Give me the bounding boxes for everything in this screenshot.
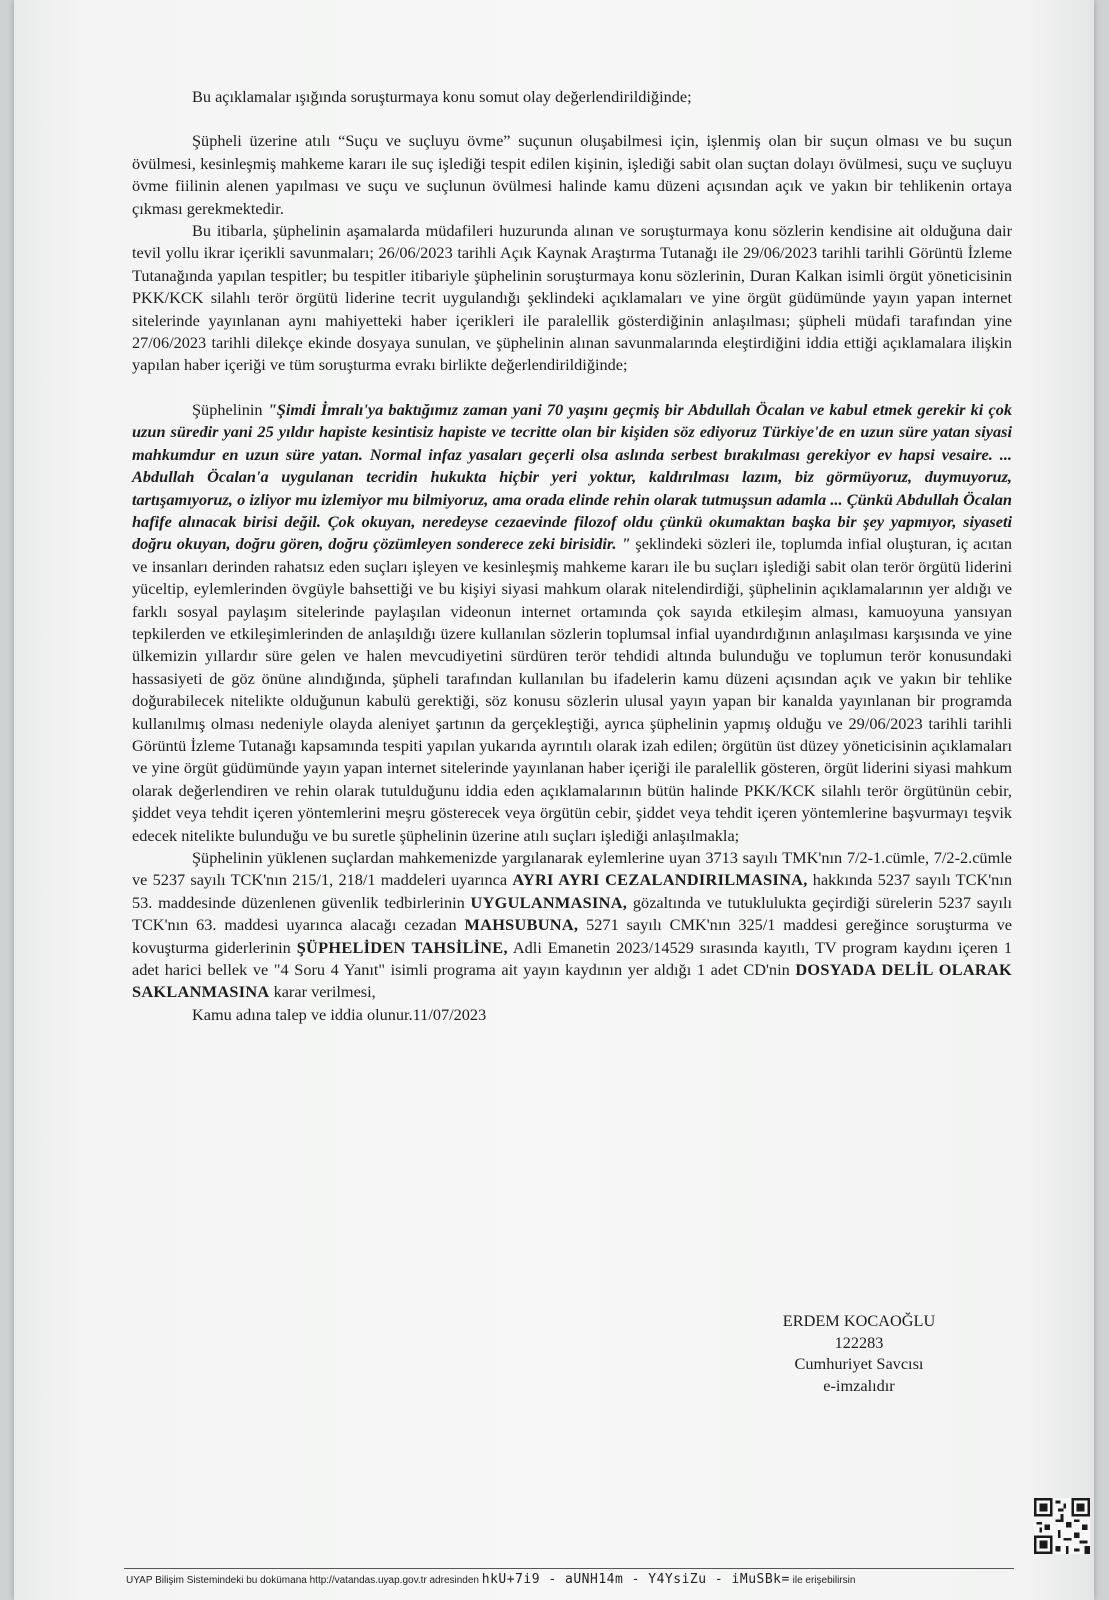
- prosecutor-title: Cumhuriyet Savcısı: [794, 1354, 924, 1373]
- verdict-text: 5271 sayılı CMK'nın 325/1 maddesi gereğince soruşturma ve kovuşturma giderlerinin: [132, 915, 1012, 957]
- verdict-emphasis: MAHSUBUNA,: [464, 915, 579, 935]
- quote-lead: Şüphelinin: [192, 399, 263, 419]
- quote-analysis: şeklindeki sözleri ile, toplumda infial oluşturan, iç acıtan ve insanları derinden rahatsız eden suçları işleyen ve kesinleşmiş mahkeme kararı ile bu suçları işlediği sabit olan terör örgütü liderini yüceltip, eylemlerinden övgüyle bahsettiği ve bu kişiyi siyasi mahkum olarak nitelendirdiği, şüphelinin açıklamalarının yer aldığı ve farklı sosyal paylaşım sitelerinde paylaşılan videonun internet ortamında çok sayıda etkileşim alması, kamuoyuna yansıyan tepkilerden ve etkileşimlerinden de anlaşıldığı üzere kullanılan sözlerin toplumsal infial uyandırdığının anlaşılması karşısında ve yine ülkemizin yıllardır süre gelen ve halen mevcudiyetini sürdüren terör tehdidi altında bulunduğu ve toplumun terör konusundaki hassasiyeti de göz önüne alındığında, şüpheli tarafından kullanılan bu ifadelerin kamu düzeni açısından açık ve yakın bir tehlike doğurabilecek nitelikte olduğunun kabulü gerektiği, söz konusu sözlerin ulusal yayın yapan bir kanalda yayınlanan bir programda kullanılmış olması nedeniyle olayda aleniyet şartının da gerçekleştiği, ayrıca şüphelinin yapmış olduğu ve 29/06/2023 tarihli tarihli Görüntü İzleme Tutanağı kapsamında tespiti yapılan yukarıda ayrıntılı olarak izah edilen; örgütün üst düzey yöneticisinin açıklamaları ve yine örgüt güdümünde yayın yapan internet sitelerinde yayınlanan haber içeriği ile paralellik gösteren, örgüt liderini siyasi mahkum olarak değerlendiren ve rehin olarak tutulduğunu iddia eden açıklamalarının bütün halinde PKK/KCK silahlı terör örgütünün cebir, şiddet veya tehdit içeren yöntemlerini meşru gösterecek veya örgütün cebir, şiddet veya tehdit içeren yöntemlerine başvurmayı teşvik edecek nitelikte bulunduğu ve bu suretle şüphelinin üzerine atılı suçları işlediği anlaşılmakla;: [132, 534, 1012, 845]
- verdict-emphasis: UYGULANMASINA,: [470, 892, 628, 912]
- prosecutor-number: 122283: [834, 1332, 884, 1352]
- paragraph-evaluation: Bu itibarla, şüphelinin aşamalarda müdafileri huzurunda alınan ve soruşturmaya konu sözlerin kendisine ait olduğuna dair tevil yollu ikrar içerikli savunmaları; 26/06/2023 tarihli Açık Kaynak Araştırma Tutanağı ile 29/06/2023 tarihli tarihli Görüntü İzleme Tutanağında yapılan tespitler; bu tespitler itibariyle şüphelinin soruşturmaya konu sözlerinin, Duran Kalkan isimli örgüt yöneticisinin PKK/KCK silahlı terör örgütü liderine tecrit uygulandığı şeklindeki açıklamaları ve yine örgüt güdümünde yayın yapan internet sitelerinde yayınlanan aynı mahiyetteki haber içerikleri ile paralellik gösterdiğinin anlaşılması; şüpheli müdafi tarafından yine 27/06/2023 tarihli dilekçe ekinde dosyaya sunulan, ve şüphelinin alınan savunmalarında eleştirdiğini iddia ettiği açıklamalara ilişkin yapılan haber içeriği ve tüm soruşturma evrakı birlikte değerlendirildiğinde;: [132, 221, 1012, 375]
- footer-divider: [124, 1568, 1014, 1569]
- paragraph-offense-definition: Şüpheli üzerine atılı “Suçu ve suçluyu övme” suçunun oluşabilmesi için, işlenmiş olan bir suçun olması ve bu suçun övülmesi, kesinleşmiş mahkeme kararı ile suç işlediği tespit edilen kişinin, işlediği sabit olan suçtan dolayı övülmesi, suçu ve suçluyu övme fiilinin alenen yapılması ve suçu ve suçlunun övülmesi halinde kamu düzeni açısından açık ve yakın bir tehlikenin ortaya çıkması gerekmektedir.: [132, 131, 1012, 218]
- paragraph-quote: [132, 399, 1012, 847]
- footer-suffix: ile erişebilirsin: [792, 1575, 856, 1586]
- verdict-text: hakkında 5237 sayılı TCK'nın 53. maddesinde düzenlenen güvenlik tedbirlerinin: [132, 870, 1012, 912]
- verdict-text: gözaltında ve tutuklulukta geçirdiği sürelerin 5237 sayılı TCK'nın 63. maddesi uyarınca alacağı cezadan: [132, 892, 1012, 935]
- quoted-statement: "Şimdi İmralı'ya baktığımız zaman yani 70 yaşını geçmiş bir Abdullah Öcalan ve kabul etmek gerekir ki çok uzun süredir yani 25 yıldır hapiste kesintisiz hapiste ve tecritte olan bir kişiden söz ediyoruz Türkiye'de en uzun süre yatan siyasi mahkumdur en uzun süre yatan. Normal infaz yasaları geçerli olsa aslında serbest bırakılması gerekiyor ev hapsi vesaire. ... Abdullah Öcalan'a uygulanan tecridin hukukta hiçbir yeri yoktur, kaldırılması lazım, biz görmüyoruz, duymuyoruz, tartışamıyoruz, o izliyor mu izlemiyor mu bilmiyoruz, ama orada elinde rehin olarak tutmuşsun adamla ... Çünkü Abdullah Öcalan hafife alınacak birisi değil. Çok okuyan, neredeyse cezaevinde filozof oldu çünkü okumaktan başka bir şey yapmıyor, siyaseti doğru okuyan, doğru gören, doğru çözümleyen sonderece zeki birisidir. ": [132, 399, 1012, 554]
- signature-block: [769, 1310, 949, 1396]
- paragraph-verdict-request: [132, 847, 1012, 1004]
- verification-code: hkU+7i9 - aUNH14m - Y4YsiZu - iMuSBk=: [481, 1572, 790, 1587]
- footer-prefix: UYAP Bilişim Sistemindeki bu dokümana http://vatandas.uyap.gov.tr adresinden: [126, 1575, 479, 1586]
- verdict-text: Şüphelinin yüklenen suçlardan mahkemenizde yargılanarak eylemlerine uyan 3713 sayılı TMK'nın 7/2-1.cümle, 7/2-2.cümle ve 5237 sayılı TCK'nın 215/1, 218/1 maddeleri uyarınca: [132, 848, 1012, 890]
- verdict-text: Adli Emanetin 2023/14529 sırasında kayıtlı, TV program kaydını içeren 1 adet harici bellek ve "4 Soru 4 Yanıt" isimli programa ait yayın kaydının yer aldığı 1 adet CD'nin: [132, 937, 1012, 980]
- prosecutor-name: ERDEM KOCAOĞLU: [782, 1311, 936, 1330]
- document-page: [14, 0, 1094, 1600]
- paragraph-intro: Bu açıklamalar ışığında soruşturmaya konu somut olay değerlendirildiğinde;: [192, 87, 692, 106]
- verdict-emphasis: DOSYADA DELİL OLARAK SAKLANMASINA: [132, 960, 1012, 1002]
- verdict-emphasis: ŞÜPHELİDEN TAHSİLİNE,: [296, 937, 508, 957]
- verdict-emphasis: AYRI AYRI CEZALANDIRILMASINA,: [512, 870, 808, 890]
- verdict-text: karar verilmesi,: [273, 982, 376, 1002]
- verification-footer: [126, 1572, 1026, 1587]
- document-body: [132, 86, 1012, 1026]
- paragraph-closing: Kamu adına talep ve iddia olunur.11/07/2023: [192, 1004, 487, 1024]
- e-signature-note: e-imzalıdır: [823, 1375, 895, 1395]
- qr-code-icon: [1034, 1498, 1090, 1554]
